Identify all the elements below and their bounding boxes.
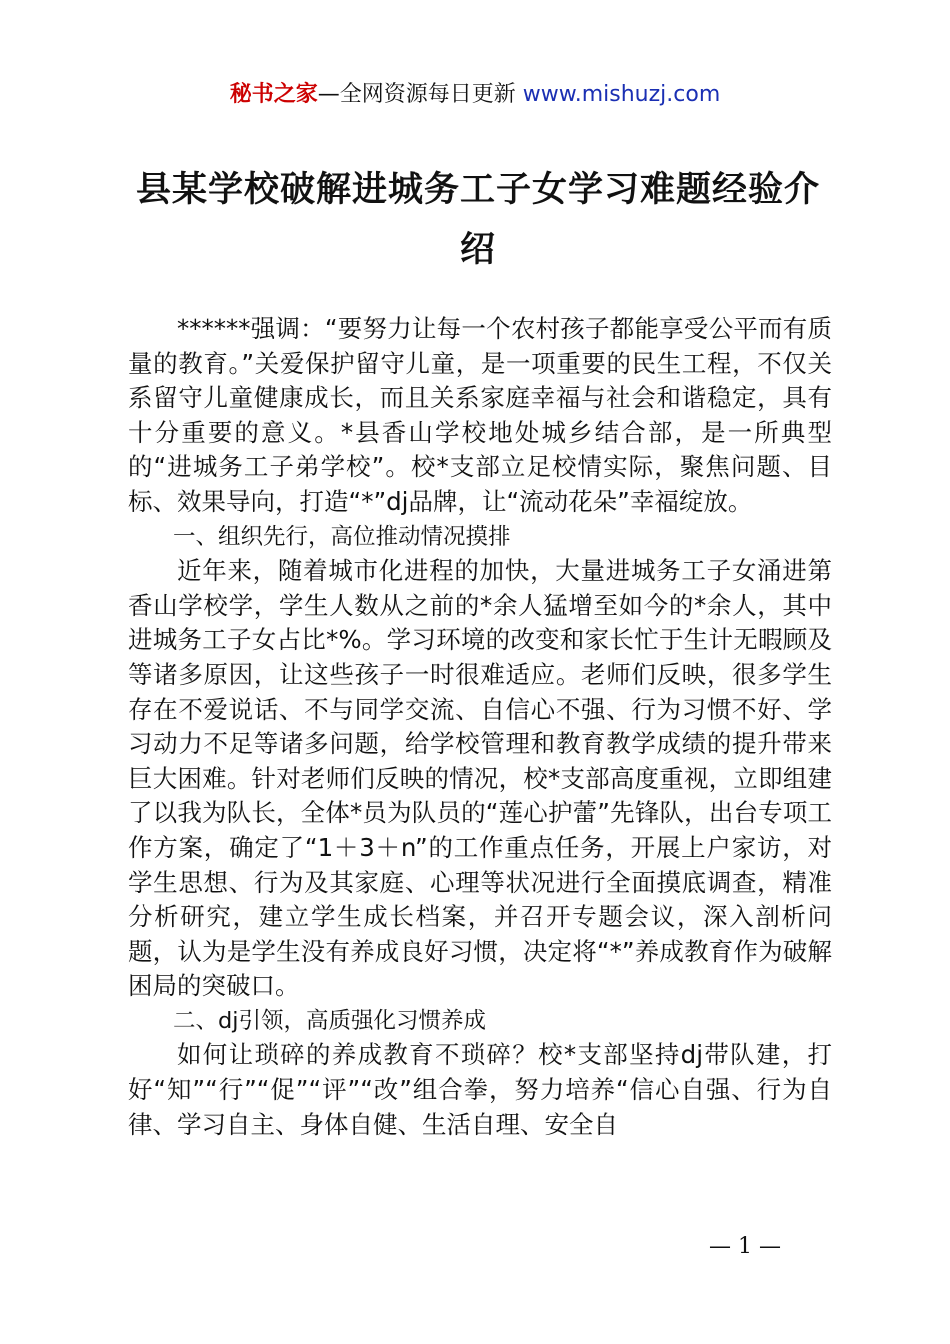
document-title: 县某学校破解进城务工子女学习难题经验介绍 <box>135 170 820 270</box>
paragraph-section-2: 如何让琐碎的养成教育不琐碎？校*支部坚持dj带队建，打好“知”“行”“促”“评”“改”组合拳，努力培养“信心自强、行为自律、学习自主、身体自健、生活自理、安全自 <box>128 1040 832 1139</box>
section-heading-1: 一、组织先行，高位推动情况摸排 <box>173 523 511 550</box>
paragraph-section-1: 近年来，随着城市化进程的加快，大量进城务工子女涌进第香山学校学，学生人数从之前的*余人猛增至如今的*余人，其中进城务工子女占比*%。学习环境的改变和家长忙于生计无暇顾及等诸多原因，让这些孩子一时很难适应。老师们反映，很多学生存在不爱说话、不与同学交流、自信心不强、行为习惯不好、学习动力不足等诸多问题，给学校管理和教育教学成绩的提升带来巨大困难。针对老师们反映的情况，校*支部高度重视，立即组建了以我为队长，全体*员为队员的“莲心护蕾”先锋队，出台专项工作方案，确定了“1＋3＋n”的工作重点任务，开展上户家访，对学生思想、行为及其家庭、心理等状况进行全面摸底调查，精准分析研究，建立学生成长档案，并召开专题会议，深入剖析问题，认为是学生没有养成良好习惯，决定将“*”养成教育作为破解困局的突破口。 <box>128 556 832 1001</box>
paragraph-intro: ******强调：“要努力让每一个农村孩子都能享受公平而有质量的教育。”关爱保护留守儿童，是一项重要的民生工程，不仅关系留守儿童健康成长，而且关系家庭幸福与社会和谐稳定，具有十分重要的意义。*县香山学校地处城乡结合部，是一所典型的“进城务工子弟学校”。校*支部立足校情实际，聚焦问题、目标、效果导向，打造“*”dj品牌，让“流动花朵”幸福绽放。 <box>128 314 832 516</box>
page-number: — 1 — <box>709 1234 781 1259</box>
site-brand: 秘书之家 <box>229 82 318 107</box>
site-tagline: —全网资源每日更新 <box>317 82 523 107</box>
document-body <box>128 312 832 1142</box>
site-header <box>0 80 950 110</box>
section-heading-2: 二、dj引领，高质强化习惯养成 <box>173 1007 487 1034</box>
site-url-link[interactable]: www.mishuzj.com <box>522 82 721 107</box>
